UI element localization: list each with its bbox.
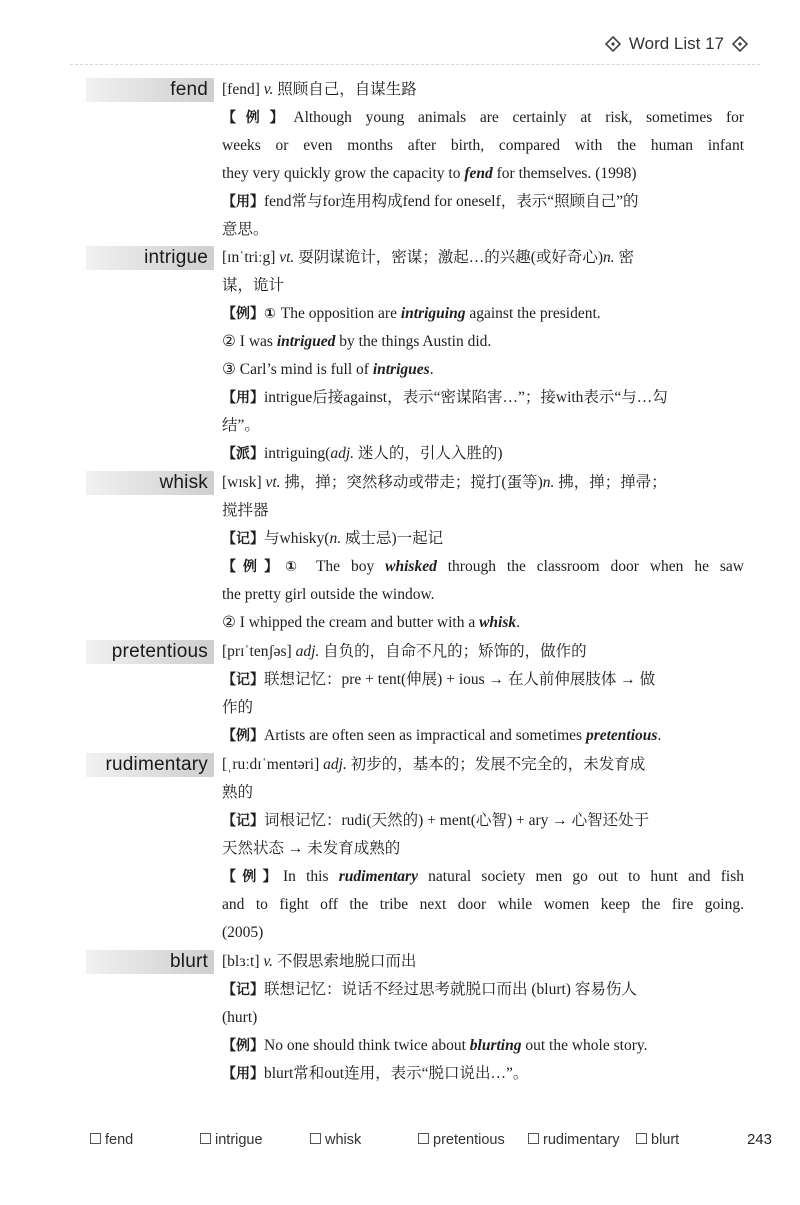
- checklist-item[interactable]: whisk: [310, 1132, 361, 1148]
- headword: blurt: [86, 950, 214, 974]
- page-number: 243: [746, 1131, 772, 1148]
- checkbox-icon[interactable]: [418, 1133, 429, 1144]
- example-line: the pretty girl outside the window.: [222, 586, 435, 603]
- usage-line: 【用】intrigue后接against，表示“密谋陷害…”；接with表示“与…勾: [222, 389, 668, 406]
- example-line: (2005): [222, 924, 264, 941]
- word-list-title: Word List 17: [628, 34, 724, 53]
- example-line: 【例】① The boy whisked through the classroom door when he saw: [222, 558, 744, 575]
- definition: [wɪsk] vt. 拂，掸；突然移动或带走；搅打(蛋等)n. 拂，掸；掸帚；: [222, 474, 667, 491]
- checkbox-icon[interactable]: [90, 1133, 101, 1144]
- memory-line: 【记】与whisky(n. 威士忌)一起记: [222, 530, 444, 547]
- example-line: 【例】Artists are often seen as impractical and sometimes pretentious.: [222, 727, 662, 744]
- example-line: 【例】① The opposition are intriguing against the president.: [222, 305, 601, 322]
- example-line: weeks or even months after birth, compared with the human infant: [222, 137, 744, 154]
- headword: pretentious: [86, 640, 214, 664]
- definition: [ˌruːdɪˈmentəri] adj. 初步的，基本的；发展不完全的，未发育成: [222, 756, 646, 773]
- example-line: ② I whipped the cream and butter with a whisk.: [222, 614, 521, 631]
- example-line: ③ Carl’s mind is full of intrigues.: [222, 361, 434, 378]
- memory-line: 【记】联想记忆：说话不经过思考就脱口而出 (blurt) 容易伤人: [222, 981, 637, 998]
- checkbox-icon[interactable]: [528, 1133, 539, 1144]
- memory-line: 天然状态 → 未发育成熟的: [222, 840, 401, 857]
- checkbox-icon[interactable]: [310, 1133, 321, 1144]
- example-line: they very quickly grow the capacity to fend for themselves. (1998): [222, 165, 637, 182]
- definition: [prɪˈtenʃəs] adj. 自负的，自命不凡的；矫饰的，做作的: [222, 643, 587, 660]
- memory-line: 【记】词根记忆：rudi(天然的) + ment(心智) + ary → 心智还处于: [222, 812, 650, 829]
- memory-line: (hurt): [222, 1009, 258, 1026]
- usage-line: 【用】fend常与for连用构成fend for oneself，表示“照顾自己”的: [222, 193, 639, 210]
- checkbox-icon[interactable]: [200, 1133, 211, 1144]
- header-divider: [70, 64, 760, 65]
- headword: fend: [86, 78, 214, 102]
- memory-line: 【记】联想记忆：pre + tent(伸展) + ious → 在人前伸展肢体 → 做: [222, 671, 656, 688]
- diamond-icon: [605, 36, 621, 52]
- headword: intrigue: [86, 246, 214, 270]
- headword: rudimentary: [86, 753, 214, 777]
- checklist-item[interactable]: blurt: [636, 1132, 679, 1148]
- definition: 谋，诡计: [222, 277, 285, 294]
- running-header: [605, 30, 748, 58]
- example-line: and to fight off the tribe next door while women keep the fire going.: [222, 896, 744, 913]
- checklist-item[interactable]: intrigue: [200, 1132, 263, 1148]
- example-line: 【例】No one should think twice about blurting out the whole story.: [222, 1037, 648, 1054]
- checkbox-icon[interactable]: [636, 1133, 647, 1144]
- diamond-icon: [732, 36, 748, 52]
- example-line: ② I was intrigued by the things Austin did.: [222, 333, 492, 350]
- usage-line: 【用】blurt常和out连用，表示“脱口说出…”。: [222, 1065, 529, 1082]
- example-line: 【例】Although young animals are certainly at risk, sometimes for: [222, 109, 745, 126]
- checklist-item[interactable]: fend: [90, 1132, 133, 1148]
- definition: 搅拌器: [222, 502, 269, 519]
- example-line: 【例】In this rudimentary natural society men go out to hunt and fish: [222, 868, 744, 885]
- derivative-line: 【派】intriguing(adj. 迷人的，引人入胜的): [222, 445, 503, 462]
- usage-line: 意思。: [222, 221, 269, 238]
- definition: [ɪnˈtriːg] vt. 耍阴谋诡计，密谋；激起…的兴趣(或好奇心)n. 密: [222, 249, 635, 266]
- checklist-item[interactable]: rudimentary: [528, 1132, 620, 1148]
- definition: 熟的: [222, 784, 254, 801]
- headword: whisk: [86, 471, 214, 495]
- definition: [blɜːt] v. 不假思索地脱口而出: [222, 953, 417, 970]
- definition: [fend] v. 照顾自己，自谋生路: [222, 81, 417, 98]
- memory-line: 作的: [222, 699, 254, 716]
- checklist-item[interactable]: pretentious: [418, 1132, 505, 1148]
- usage-line: 结”。: [222, 417, 260, 434]
